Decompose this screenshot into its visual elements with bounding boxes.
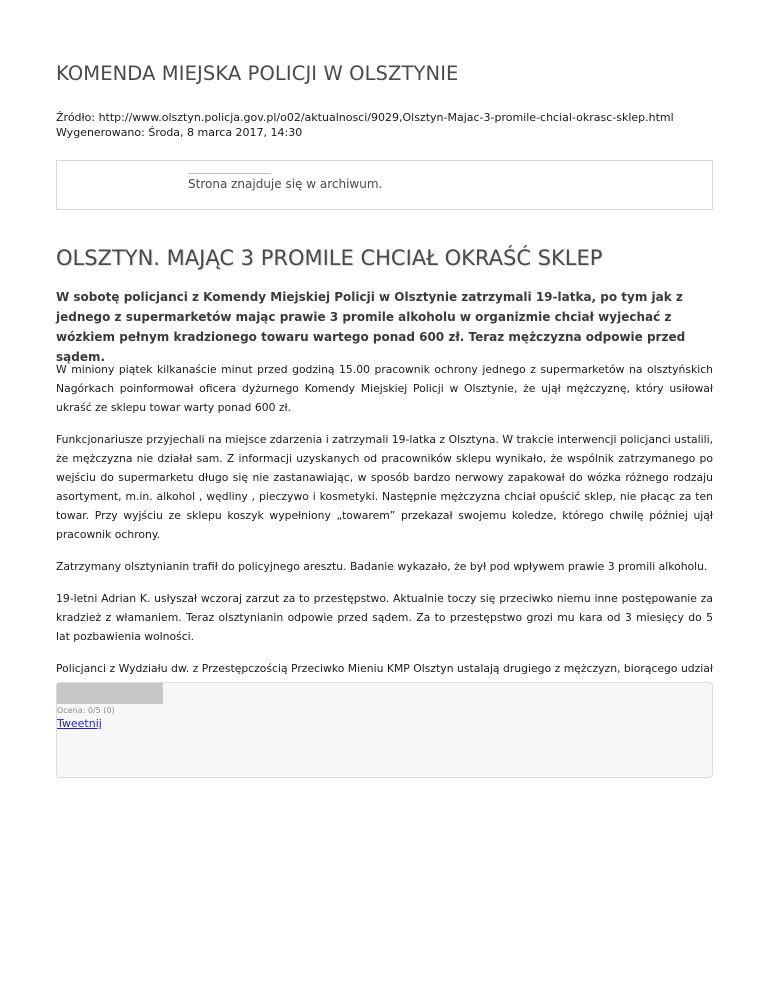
- archive-notice-text: Strona znajduje się w archiwum.: [188, 177, 383, 191]
- article-body: [56, 360, 713, 710]
- article-paragraph: Policjanci z Wydziału dw. z Przestępczością Przeciwko Mieniu KMP Olsztyn ustalają drugiego z mężczyzn, biorącego udział: [56, 662, 713, 675]
- rating-share-box: [56, 682, 713, 778]
- article-paragraph: Zatrzymany olsztynianin trafił do policyjnego aresztu. Badanie wykazało, że był pod wpływem prawie 3 promili alkoholu.: [56, 560, 708, 573]
- tweet-link[interactable]: Tweetnij: [57, 717, 102, 730]
- generated-date-line: Wygenerowano: Środa, 8 marca 2017, 14:30: [56, 126, 303, 139]
- article-paragraph: Funkcjonariusze przyjechali na miejsce zdarzenia i zatrzymali 19-latka z Olsztyna. W trakcie interwencji policjanci ustalili, że mężczyzna nie działał sam. Z informacji uzyskanych od pracowników sklepu wynikało, że wspólnik zatrzymanego po wejściu do supermarketu długo się nie zastanawiając, w sposób bardzo nerwowy zapakował do wózka różnego rodzaju asortyment, m.in. alkohol , wędliny , pieczywo i kosmetyki. Następnie mężczyzna chciał opuścić sklep, nie płacąc za ten towar. Przy wyjściu ze sklepu koszyk wypełniony „towarem” przekazał swojemu koledze, którego chwilę później ujął pracownik ochrony.: [56, 433, 713, 541]
- article-title: OLSZTYN. MAJĄC 3 PROMILE CHCIAŁ OKRAŚĆ SKLEP: [56, 246, 603, 270]
- archive-divider: [188, 173, 271, 174]
- archive-notice-box: [56, 160, 713, 210]
- article-lead: W sobotę policjanci z Komendy Miejskiej Policji w Olsztynie zatrzymali 19-latka, po tym jak z jednego z supermarketów mając prawie 3 promile alkoholu w organizmie chciał wyjechać z wózkiem pełnym kradzionego towaru wartego ponad 600 zł. Teraz mężczyzna odpowie przed sądem.: [56, 290, 686, 364]
- site-title: KOMENDA MIEJSKA POLICJI W OLSZTYNIE: [56, 62, 459, 85]
- source-url-line: Źródło: http://www.olsztyn.policja.gov.pl/o02/aktualnosci/9029,Olsztyn-Majac-3-promile-chcial-okrasc-sklep.html: [56, 111, 674, 124]
- rating-text: Ocena: 0/5 (0): [57, 706, 115, 715]
- article-paragraph: W miniony piątek kilkanaście minut przed godziną 15.00 pracownik ochrony jednego z supermarketów na olsztyńskich Nagórkach poinformował oficera dyżurnego Komendy Miejskiej Policji w Olsztynie, że ujął mężczyznę, który usiłował ukraść ze sklepu towar warty ponad 600 zł.: [56, 363, 713, 414]
- article-paragraph: 19-letni Adrian K. usłyszał wczoraj zarzut za to przestępstwo. Aktualnie toczy się przeciwko niemu inne postępowanie za kradzież z włamaniem. Teraz olsztynianin odpowie przed sądem. Za to przestępstwo grozi mu kara od 3 miesięcy do 5 lat pozbawienia wolności.: [56, 592, 713, 643]
- rating-stars-widget[interactable]: [57, 683, 163, 704]
- document-meta: [56, 110, 674, 140]
